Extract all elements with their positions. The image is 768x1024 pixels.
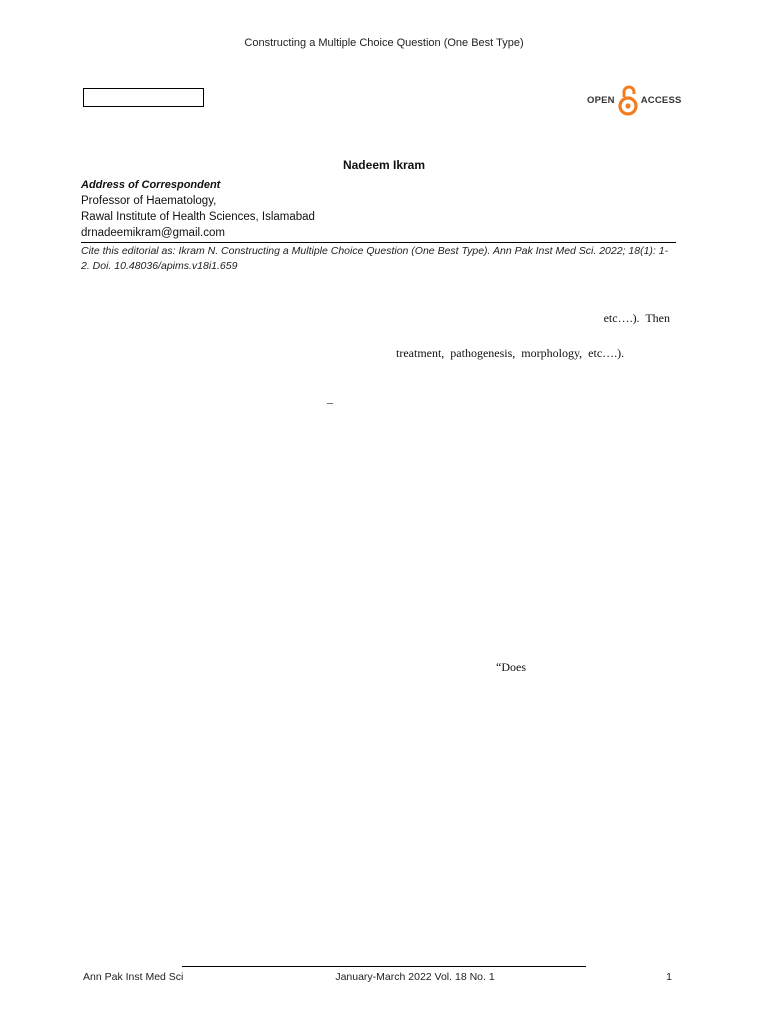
footer-issue: January-March 2022 Vol. 18 No. 1 (335, 971, 495, 983)
correspondence-title: Professor of Haematology, (81, 195, 217, 207)
open-lock-icon (617, 83, 639, 117)
body-fragment-3: – (327, 395, 333, 409)
correspondence-email: drnadeemikram@gmail.com (81, 227, 225, 239)
correspondence-block (81, 177, 315, 241)
footer-journal: Ann Pak Inst Med Sci (83, 971, 184, 983)
author-name: Nadeem Ikram (342, 158, 426, 172)
citation-divider (81, 242, 676, 243)
correspondence-institute: Rawal Institute of Health Sciences, Islamabad (81, 211, 315, 223)
body-fragment-1: etc….). Then (603, 311, 670, 325)
logo-word-access: ACCESS (640, 94, 682, 106)
footer-divider (182, 966, 586, 967)
open-access-logo (587, 83, 682, 117)
body-fragment-2: treatment, pathogenesis, morphology, etc….). (396, 346, 625, 360)
citation-text: Cite this editorial as: Ikram N. Constructing a Multiple Choice Question (One Best Type). Ann Pak Inst Med Sci. 2022; 18(1): 1-2. Doi. 10.48036/apims.v18i1.659 (81, 245, 669, 272)
body-fragment-4: “Does (496, 660, 526, 674)
correspondence-label: Address of Correspondent (81, 179, 221, 191)
logo-word-open: OPEN (587, 94, 615, 106)
blank-box (83, 88, 204, 107)
page-number: 1 (666, 971, 672, 983)
running-title: Constructing a Multiple Choice Question (One Best Type) (244, 37, 524, 49)
